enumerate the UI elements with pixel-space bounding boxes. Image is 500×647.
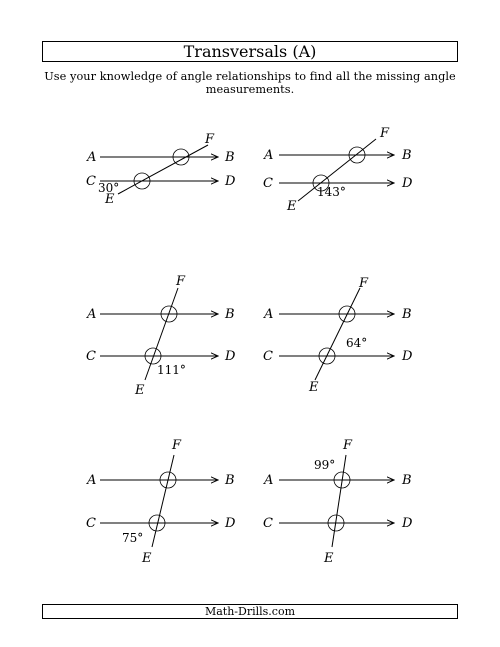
point-label-f: F: [172, 438, 182, 453]
point-label-e: E: [105, 192, 115, 207]
point-label-a: A: [264, 307, 274, 322]
point-label-e: E: [324, 551, 334, 566]
footer: [42, 604, 458, 619]
point-label-e: E: [309, 380, 319, 395]
point-label-f: F: [359, 276, 369, 291]
given-angle: 111°: [157, 363, 186, 377]
point-label-b: B: [225, 150, 235, 165]
transversal-ef: [118, 145, 208, 194]
problem-5: [86, 438, 236, 566]
point-label-b: B: [225, 307, 235, 322]
point-label-a: A: [87, 473, 97, 488]
point-label-c: C: [86, 349, 96, 364]
instructions: Use your knowledge of angle relationships to find all the missing angle measurements.: [44, 70, 456, 96]
problem-4: [263, 276, 413, 395]
point-label-c: C: [263, 349, 273, 364]
point-label-d: D: [402, 516, 413, 531]
point-label-c: C: [86, 516, 96, 531]
point-label-b: B: [402, 473, 412, 488]
point-label-a: A: [264, 473, 274, 488]
point-label-a: A: [87, 150, 97, 165]
point-label-c: C: [263, 516, 273, 531]
point-label-f: F: [176, 274, 186, 289]
point-label-d: D: [402, 176, 413, 191]
point-label-c: C: [263, 176, 273, 191]
point-label-f: F: [343, 438, 353, 453]
point-label-b: B: [402, 148, 412, 163]
problem-3: [86, 274, 236, 398]
point-label-d: D: [225, 349, 236, 364]
given-angle: 30°: [98, 181, 120, 195]
problem-1: [86, 132, 236, 207]
point-label-d: D: [225, 516, 236, 531]
point-label-b: B: [225, 473, 235, 488]
point-label-a: A: [87, 307, 97, 322]
given-angle: 99°: [314, 458, 336, 472]
point-label-d: D: [225, 174, 236, 189]
transversal-ef: [315, 288, 360, 380]
problem-6: [263, 438, 413, 566]
transversal-ef: [152, 455, 174, 547]
point-label-f: F: [205, 132, 215, 147]
point-label-c: C: [86, 174, 96, 189]
point-label-a: A: [264, 148, 274, 163]
point-label-e: E: [287, 199, 297, 214]
point-label-d: D: [402, 349, 413, 364]
given-angle: 64°: [346, 336, 368, 350]
footer-text: Math-Drills.com: [204, 605, 296, 618]
given-angle: 143°: [317, 185, 346, 199]
point-label-e: E: [142, 551, 152, 566]
problem-2: [263, 126, 413, 214]
point-label-b: B: [402, 307, 412, 322]
point-label-f: F: [380, 126, 390, 141]
title-text: Transversals (A): [183, 42, 317, 61]
given-angle: 75°: [122, 531, 144, 545]
point-label-e: E: [135, 383, 145, 398]
